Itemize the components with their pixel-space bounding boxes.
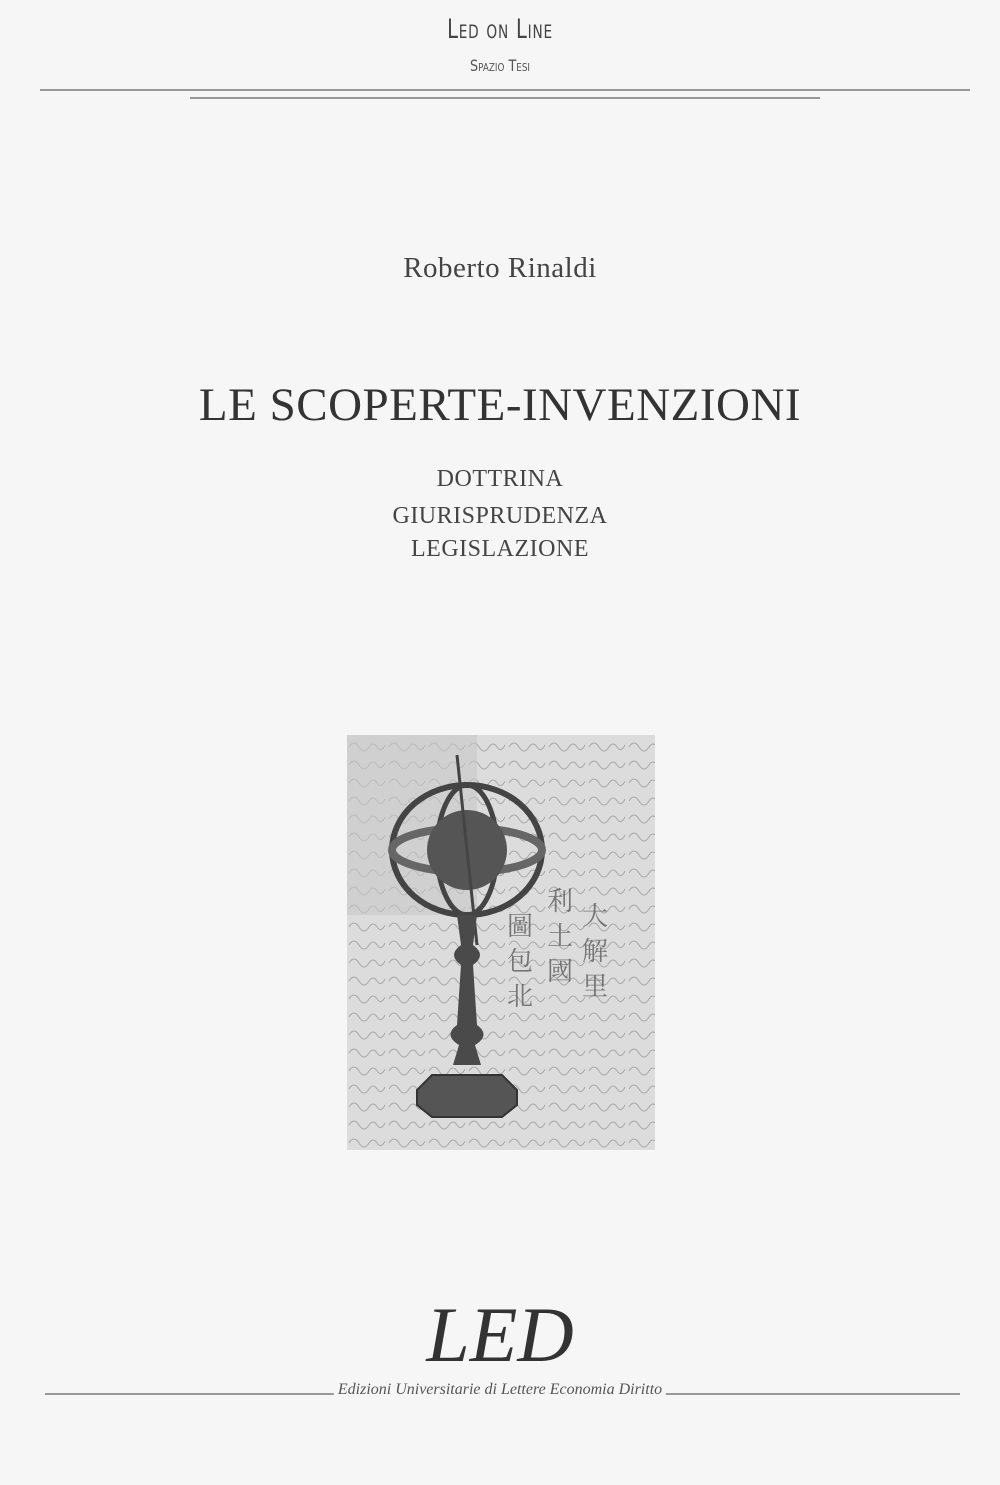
top-rule-short (190, 97, 820, 99)
armillary-sphere-image (347, 735, 655, 1150)
svg-text:大: 大 (582, 902, 609, 932)
publisher-logo: LED (426, 1291, 574, 1378)
author-name: Roberto Rinaldi (403, 252, 597, 284)
book-title: LE SCOPERTE-INVENZIONI (198, 379, 802, 431)
publisher-name: Edizioni Universitarie di Lettere Economia Diritto (334, 1381, 666, 1399)
subtitle-3: LEGISLAZIONE (411, 536, 589, 562)
series-name: Led on Line (447, 14, 553, 45)
svg-text:里: 里 (582, 972, 609, 1002)
top-rule (40, 89, 970, 91)
svg-text:包: 包 (507, 947, 534, 977)
series-subtitle: Spazio Tesi (469, 56, 531, 75)
svg-text:國: 國 (547, 957, 574, 987)
subtitle-2: GIURISPRUDENZA (392, 503, 608, 529)
svg-text:圖: 圖 (507, 912, 534, 942)
svg-text:解: 解 (582, 937, 609, 967)
svg-text:北: 北 (507, 982, 534, 1012)
subtitle-1: DOTTRINA (436, 466, 564, 492)
svg-text:利: 利 (547, 887, 574, 917)
svg-text:土: 土 (547, 922, 574, 952)
